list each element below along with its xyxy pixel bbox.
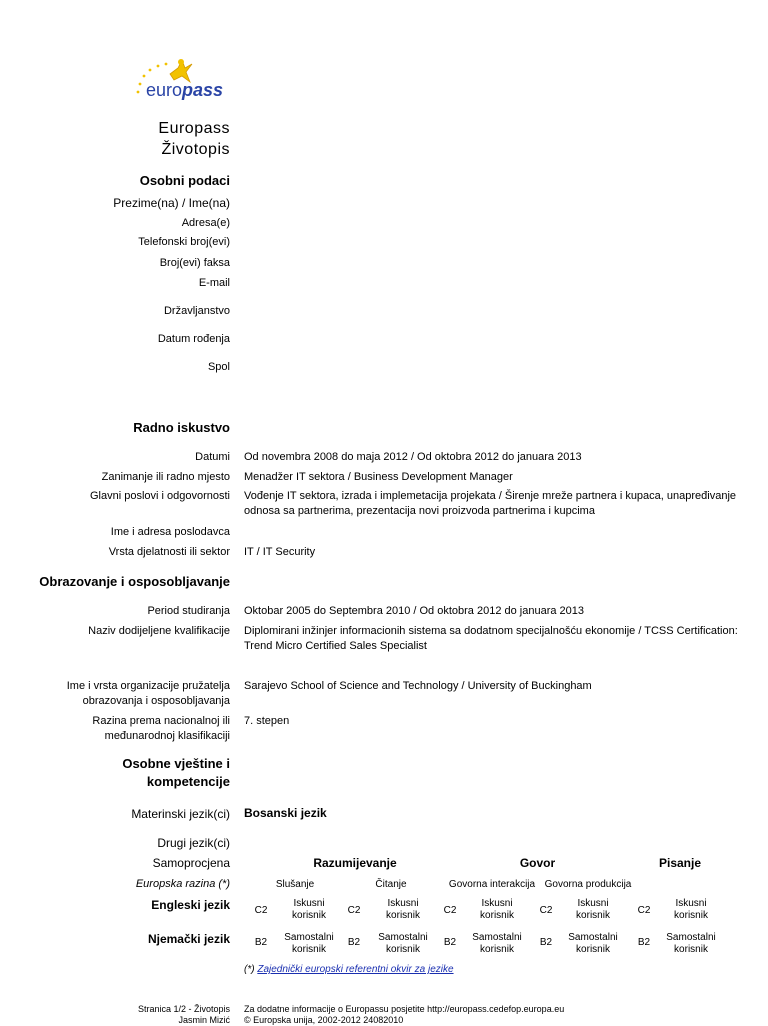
level-code: C2 <box>443 905 457 916</box>
footer-page-info: Stranica 1/2 - Životopis <box>137 1004 230 1014</box>
footer-info-link: Za dodatne informacije o Europassu posjetite http://europass.cedefop.europa.eu <box>244 1004 565 1014</box>
label-birthdate: Datum rođenja <box>157 333 230 345</box>
label-address: Adresa(e) <box>181 217 230 229</box>
edu-label-level: Razina prema nacionalnoj ili međunarodnoj klasifikaciji <box>92 715 230 742</box>
level-desc: Samostalni korisnik <box>568 932 618 955</box>
subhead-interaction: Govorna interakcija <box>448 879 536 890</box>
work-heading: Radno iskustvo <box>133 420 230 435</box>
edu-value-qualification: Diplomirani inžinjer informacionih sistema sa dodatnom specijalnošću ekonomije / TCSS Certification: Trend Micro Certified Sales Specialist <box>244 625 738 652</box>
edu-label-qualification: Naziv dodijeljene kvalifikacije <box>88 625 230 637</box>
label-name: Prezime(na) / Ime(na) <box>113 196 230 210</box>
education-heading: Obrazovanje i osposobljavanje <box>39 574 230 589</box>
work-value-position: Menadžer IT sektora / Business Development Manager <box>244 471 513 483</box>
work-label-dates: Datumi <box>195 451 230 463</box>
language-name-english: Engleski jezik <box>151 898 230 912</box>
subhead-reading: Čitanje <box>375 879 407 890</box>
work-label-duties: Glavni poslovi i odgovornosti <box>89 490 230 502</box>
level-code: C2 <box>539 905 553 916</box>
subhead-production: Govorna produkcija <box>544 879 632 890</box>
mother-tongue-label: Materinski jezik(ci) <box>131 807 230 821</box>
level-desc: Samostalni korisnik <box>666 932 716 955</box>
subhead-listening: Slušanje <box>275 879 315 890</box>
label-phone: Telefonski broj(evi) <box>138 236 230 248</box>
level-desc: Iskusni korisnik <box>292 898 326 921</box>
logo-text-pass: pass <box>182 80 224 100</box>
level-code: B2 <box>539 937 553 948</box>
group-writing: Pisanje <box>658 856 702 870</box>
mother-tongue-value: Bosanski jezik <box>244 806 327 820</box>
level-code: B2 <box>254 937 268 948</box>
cefr-link[interactable]: Zajednički europski referentni okvir za jezike <box>257 964 454 975</box>
logo-text-euro: euro <box>146 80 183 100</box>
level-desc: Samostalni korisnik <box>472 932 522 955</box>
edu-value-period: Oktobar 2005 do Septembra 2010 / Od oktobra 2012 do januara 2013 <box>244 605 585 617</box>
personal-heading: Osobni podaci <box>139 173 230 188</box>
group-speaking: Govor <box>519 856 556 870</box>
edu-value-organisation: Sarajevo School of Science and Technology / University of Buckingham <box>244 680 592 692</box>
edu-label-period: Period studiranja <box>147 605 230 617</box>
level-code: C2 <box>254 905 268 916</box>
level-code: B2 <box>347 937 361 948</box>
self-assessment-label: Samoprocjena <box>152 856 230 870</box>
level-desc: Samostalni korisnik <box>378 932 428 955</box>
work-label-sector: Vrsta djelatnosti ili sektor <box>108 546 230 558</box>
work-value-sector: IT / IT Security <box>244 546 316 558</box>
work-label-employer: Ime i adresa poslodavca <box>110 526 230 538</box>
footer-copyright: © Europska unija, 2002-2012 24082010 <box>244 1015 404 1025</box>
document-title-line1: Europass <box>158 120 230 137</box>
level-desc: Iskusni korisnik <box>386 898 420 921</box>
level-desc: Iskusni korisnik <box>674 898 708 921</box>
level-code: B2 <box>443 937 457 948</box>
level-code: C2 <box>347 905 361 916</box>
language-name-german: Njemački jezik <box>147 932 230 946</box>
label-fax: Broj(evi) faksa <box>159 257 230 269</box>
footnote-marker: (*) <box>244 964 255 975</box>
label-gender: Spol <box>207 361 230 373</box>
work-value-dates: Od novembra 2008 do maja 2012 / Od oktobra 2012 do januara 2013 <box>244 451 582 463</box>
other-languages-label: Drugi jezik(ci) <box>157 836 230 850</box>
level-desc: Iskusni korisnik <box>480 898 514 921</box>
work-label-position: Zanimanje ili radno mjesto <box>101 471 230 483</box>
edu-label-organisation: Ime i vrsta organizacije pružatelja obrazovanja i osposobljavanja <box>66 680 230 707</box>
european-level-label: Europska razina (*) <box>135 878 230 890</box>
document-title-line2: Životopis <box>161 141 230 158</box>
skills-heading: Osobne vještine i kompetencije <box>122 756 230 789</box>
level-code: B2 <box>637 937 651 948</box>
group-understanding: Razumijevanje <box>313 856 397 870</box>
footer-author: Jasmin Mizić <box>178 1015 230 1025</box>
level-desc: Iskusni korisnik <box>576 898 610 921</box>
work-value-duties: Vođenje IT sektora, izrada i implemetacija projekata / Širenje mreže partnera i kupaca, unapređivanje odnosa sa partnerima, prezentacija novi proizvoda partnerima i kupcima <box>244 490 737 517</box>
edu-value-level: 7. stepen <box>244 715 290 727</box>
level-code: C2 <box>637 905 651 916</box>
cefr-footnote <box>244 964 454 975</box>
level-desc: Samostalni korisnik <box>284 932 334 955</box>
label-email: E-mail <box>198 277 230 289</box>
label-nationality: Državljanstvo <box>163 305 230 317</box>
